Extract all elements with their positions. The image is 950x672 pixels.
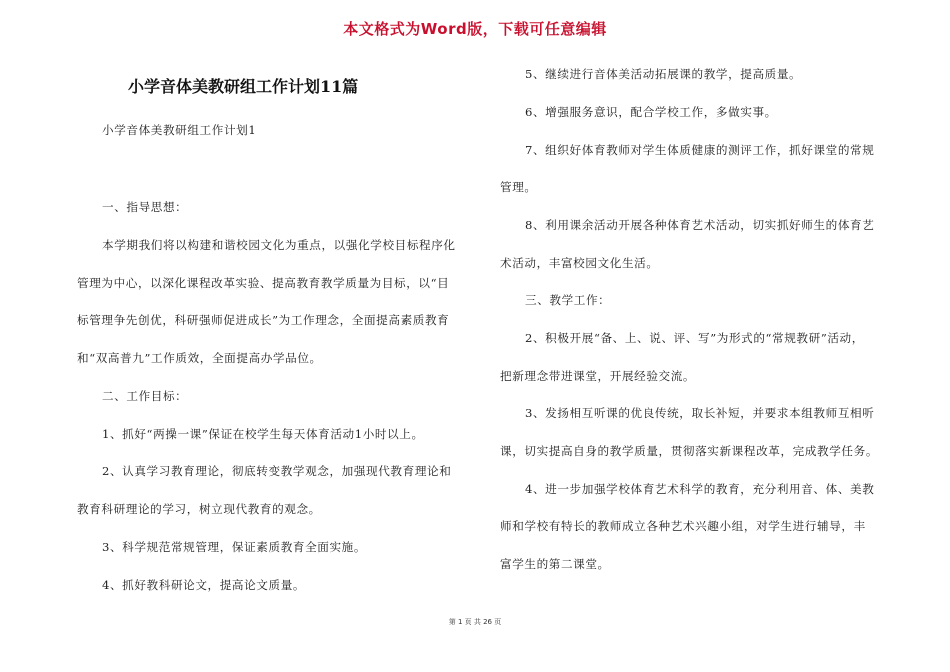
paragraph-line: 8、利用课余活动开展各种体育艺术活动，切实抓好师生的体育艺 xyxy=(525,218,875,232)
paragraph-line: 一、指导思想： xyxy=(102,200,188,214)
paragraph-line: 5、继续进行音体美活动拓展课的教学，提高质量。 xyxy=(525,67,802,81)
paragraph-line: 课，切实提高自身的教学质量，贯彻落实新课程改革，完成教学任务。 xyxy=(500,444,879,458)
paragraph-line: 小学音体美教研组工作计划1 xyxy=(102,123,257,137)
paragraph-line: 和“双高普九”工作质效，全面提高办学品位。 xyxy=(77,351,322,365)
format-banner: 本文格式为Word版，下载可任意编辑 xyxy=(343,20,607,38)
paragraph-line: 4、进一步加强学校体育艺术科学的教育，充分利用音、体、美教 xyxy=(525,482,875,496)
paragraph-line: 2、认真学习教育理论，彻底转变教学观念，加强现代教育理论和 xyxy=(102,464,452,478)
paragraph-line: 3、科学规范常规管理，保证素质教育全面实施。 xyxy=(102,540,367,554)
paragraph-line: 2、积极开展“备、上、说、评、写”为形式的“常规教研”活动， xyxy=(525,331,864,345)
paragraph-line: 3、发扬相互听课的优良传统，取长补短，并要求本组教师互相听 xyxy=(525,406,875,420)
paragraph-line: 管理为中心，以深化课程改革实验、提高教育教学质量为目标，以“目 xyxy=(77,276,450,290)
paragraph-line: 三、教学工作： xyxy=(525,293,611,307)
paragraph-line: 4、抓好教科研论文，提高论文质量。 xyxy=(102,578,306,592)
paragraph-line: 教育科研理论的学习，树立现代教育的观念。 xyxy=(77,502,321,516)
document-title: 小学音体美教研组工作计划11篇 xyxy=(128,77,359,96)
paragraph-line: 术活动，丰富校园文化生活。 xyxy=(500,256,659,270)
paragraph-line: 标管理争先创优，科研强师促进成长”为工作理念，全面提高素质教育 xyxy=(77,313,450,327)
paragraph-line: 7、组织好体育教师对学生体质健康的测评工作，抓好课堂的常规 xyxy=(525,143,875,157)
paragraph-line: 把新理念带进课堂，开展经验交流。 xyxy=(500,369,696,383)
paragraph-line: 管理。 xyxy=(500,180,537,194)
paragraph-line: 二、工作目标： xyxy=(102,389,188,403)
paragraph-line: 师和学校有特长的教师成立各种艺术兴趣小组，对学生进行辅导，丰 xyxy=(500,519,866,533)
page-footer: 第 1 页 共 26 页 xyxy=(448,618,502,626)
paragraph-line: 6、增强服务意识，配合学校工作，多做实事。 xyxy=(525,105,777,119)
paragraph-line: 1、抓好“两操一课”保证在校学生每天体育活动1小时以上。 xyxy=(102,427,424,441)
paragraph-line: 本学期我们将以构建和谐校园文化为重点，以强化学校目标程序化 xyxy=(102,238,456,252)
paragraph-line: 富学生的第二课堂。 xyxy=(500,557,610,571)
